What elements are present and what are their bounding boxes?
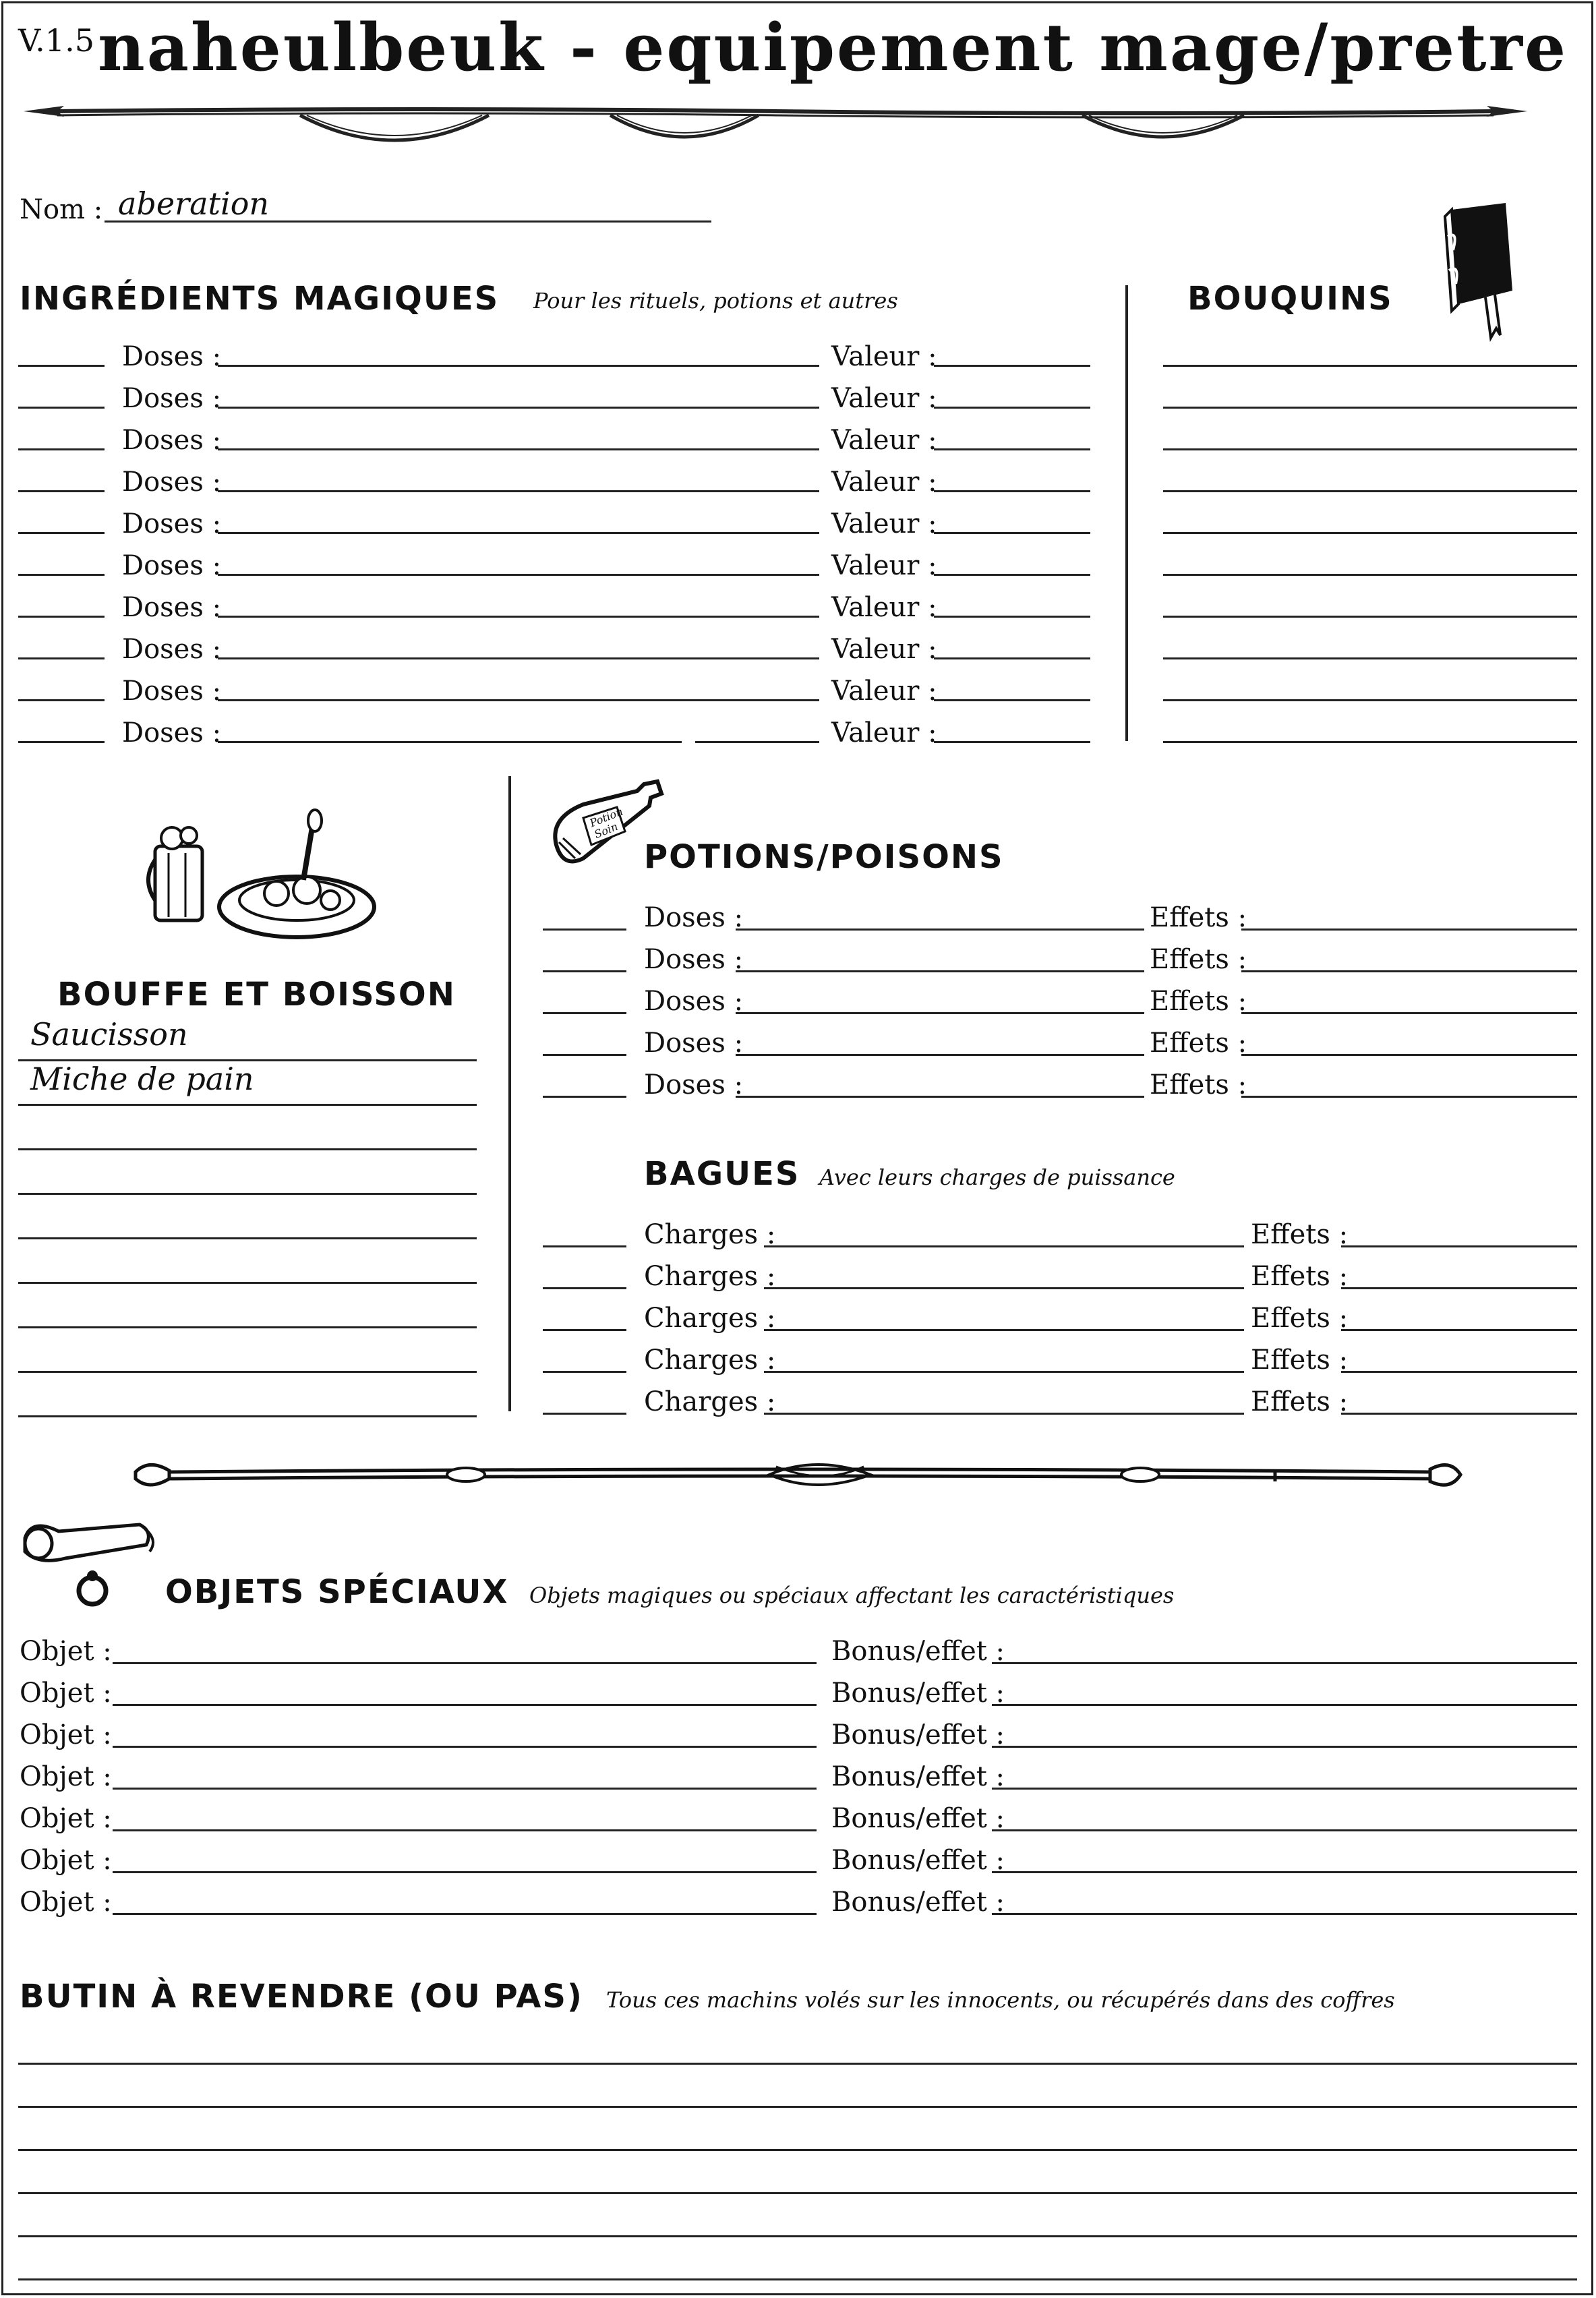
butin-title: BUTIN À REVENDRE (OU PAS) [20,1978,583,2015]
ingredient-value-line[interactable] [934,657,1090,659]
objet-bonus-line[interactable] [992,1746,1577,1748]
bouffe-potions-divider [508,776,511,1411]
bouffe-item-text[interactable]: Miche de pain [30,1061,254,1097]
objet-bonus-label: Bonus/effet : [831,1803,1005,1834]
objet-bonus-label: Bonus/effet : [831,1887,1005,1918]
bague-effect-line[interactable] [1341,1413,1577,1415]
objet-bonus-label: Bonus/effet : [831,1845,1005,1876]
potion-name-line[interactable] [736,970,1144,972]
objet-bonus-line[interactable] [992,1704,1577,1706]
potion-name-line[interactable] [736,1054,1144,1056]
bague-effect-label: Effets : [1251,1345,1349,1376]
objet-name-line[interactable] [113,1913,817,1915]
butin-line[interactable] [18,2278,1577,2280]
potion-name-line[interactable] [736,1096,1144,1098]
potion-effect-label: Effets : [1150,1069,1247,1100]
bagues-title: BAGUES [644,1155,800,1193]
ingredient-value-label: Valeur : [831,592,937,623]
objet-bonus-label: Bonus/effet : [831,1761,1005,1792]
potion-name-line[interactable] [736,929,1144,931]
bague-qty-line[interactable] [543,1329,626,1331]
ingredient-dose-label: Doses : [122,341,222,372]
bague-charge-label: Charges : [644,1219,776,1250]
ingredient-value-line[interactable] [934,741,1090,743]
bague-effect-line[interactable] [1341,1329,1577,1331]
spear-divider-icon [17,91,1534,152]
butin-line[interactable] [18,2192,1577,2194]
bouffe-item-line[interactable] [18,1104,477,1106]
ingredient-dose-label: Doses : [122,592,222,623]
potion-effect-line[interactable] [1241,1012,1577,1014]
ingredient-value-label: Valeur : [831,341,937,372]
ingredient-value-line[interactable] [934,532,1090,534]
bouquin-line[interactable] [1163,741,1577,743]
bague-effect-line[interactable] [1341,1371,1577,1373]
bague-effect-label: Effets : [1251,1219,1349,1250]
name-label: Nom : [20,194,103,225]
ingredient-name-line[interactable] [218,574,819,576]
potion-qty-line[interactable] [543,929,626,931]
ingredient-qty-line[interactable] [18,532,105,534]
scroll-and-ring-icon [18,1511,160,1619]
bague-qty-line[interactable] [543,1287,626,1289]
ingredient-value-line[interactable] [934,490,1090,492]
objet-label: Objet : [20,1887,112,1918]
butin-line[interactable] [18,2063,1577,2065]
book-icon [1438,196,1519,345]
ingredient-name-line[interactable] [695,741,819,743]
bague-name-line[interactable] [764,1413,1244,1415]
potion-qty-line[interactable] [543,1054,626,1056]
bouffe-item-line[interactable] [18,1282,477,1284]
objet-bonus-line[interactable] [992,1662,1577,1664]
potion-effect-label: Effets : [1150,902,1247,933]
ingredient-value-line[interactable] [934,365,1090,367]
objet-bonus-line[interactable] [992,1871,1577,1873]
objet-label: Objet : [20,1803,112,1834]
bague-charge-label: Charges : [644,1345,776,1376]
bague-name-line[interactable] [764,1245,1244,1247]
potion-effect-label: Effets : [1150,986,1247,1017]
ingredient-value-label: Valeur : [831,634,937,665]
objet-label: Objet : [20,1678,112,1709]
ingredient-qty-line[interactable] [18,699,105,701]
ingredient-dose-label: Doses : [122,467,222,498]
potion-effect-label: Effets : [1150,1028,1247,1059]
page-title: naheulbeuk - equipement mage/pretre [98,9,1568,86]
name-underline [105,220,711,223]
ingredient-value-label: Valeur : [831,467,937,498]
objet-bonus-line[interactable] [992,1829,1577,1831]
objet-name-line[interactable] [113,1662,817,1664]
potion-effect-line[interactable] [1241,929,1577,931]
version-label: V.1.5 [18,22,94,59]
objet-name-line[interactable] [113,1829,817,1831]
bouquin-line[interactable] [1163,699,1577,701]
potions-title: POTIONS/POISONS [644,838,1004,876]
bouquin-line[interactable] [1163,657,1577,659]
bague-name-line[interactable] [764,1287,1244,1289]
ingredient-name-line[interactable] [218,741,682,743]
objet-name-line[interactable] [113,1746,817,1748]
objet-bonus-label: Bonus/effet : [831,1719,1005,1750]
equipment-sheet [1,1,1593,2295]
bague-name-line[interactable] [764,1329,1244,1331]
ingredient-value-label: Valeur : [831,425,937,456]
potion-qty-line[interactable] [543,1096,626,1098]
ingredient-value-line[interactable] [934,616,1090,618]
staff-divider-icon [129,1452,1464,1499]
bouquin-line[interactable] [1163,616,1577,618]
bouffe-item-line[interactable] [18,1415,477,1417]
potion-dose-label: Doses : [644,902,744,933]
butin-line[interactable] [18,2235,1577,2237]
objet-bonus-line[interactable] [992,1913,1577,1915]
potion-qty-line[interactable] [543,1012,626,1014]
ingredient-qty-line[interactable] [18,448,105,450]
ingredient-value-line[interactable] [934,448,1090,450]
bouffe-item-line[interactable] [18,1148,477,1150]
ingredient-value-label: Valeur : [831,550,937,581]
bague-charge-label: Charges : [644,1386,776,1417]
ingredient-qty-line[interactable] [18,365,105,367]
objet-label: Objet : [20,1845,112,1876]
ingredient-name-line[interactable] [218,490,819,492]
objet-name-line[interactable] [113,1704,817,1706]
objet-bonus-line[interactable] [992,1788,1577,1790]
bague-effect-line[interactable] [1341,1287,1577,1289]
ingredients-bouquins-divider [1125,285,1128,741]
ingredient-qty-line[interactable] [18,490,105,492]
ingredient-dose-label: Doses : [122,508,222,539]
ingredient-qty-line[interactable] [18,574,105,576]
ingredients-title: INGRÉDIENTS MAGIQUES [20,280,500,318]
ingredient-name-line[interactable] [218,407,819,409]
bague-effect-label: Effets : [1251,1386,1349,1417]
ingredient-dose-label: Doses : [122,634,222,665]
bouquins-title: BOUQUINS [1187,280,1393,318]
bouquin-line[interactable] [1163,407,1577,409]
objets-title: OBJETS SPÉCIAUX [165,1573,509,1611]
bague-qty-line[interactable] [543,1245,626,1247]
ingredient-name-line[interactable] [218,657,819,659]
bouquin-line[interactable] [1163,574,1577,576]
bagues-subtitle: Avec leurs charges de puissance [819,1165,1175,1190]
potion-name-line[interactable] [736,1012,1144,1014]
ingredient-name-line[interactable] [218,365,819,367]
potion-dose-label: Doses : [644,986,744,1017]
objet-label: Objet : [20,1719,112,1750]
potion-effect-label: Effets : [1150,944,1247,975]
ingredient-name-line[interactable] [218,616,819,618]
objet-label: Objet : [20,1636,112,1667]
potion-qty-line[interactable] [543,970,626,972]
bague-qty-line[interactable] [543,1371,626,1373]
ingredient-dose-label: Doses : [122,383,222,414]
ingredient-dose-label: Doses : [122,717,222,748]
butin-line[interactable] [18,2106,1577,2108]
potion-dose-label: Doses : [644,1028,744,1059]
ingredient-value-label: Valeur : [831,508,937,539]
ingredient-value-line[interactable] [934,407,1090,409]
bouffe-item-text[interactable]: Saucisson [30,1016,188,1053]
objet-bonus-label: Bonus/effet : [831,1636,1005,1667]
ingredient-dose-label: Doses : [122,676,222,707]
ingredient-value-line[interactable] [934,574,1090,576]
ingredient-dose-label: Doses : [122,425,222,456]
bague-effect-line[interactable] [1341,1245,1577,1247]
ingredient-qty-line[interactable] [18,741,105,743]
potion-dose-label: Doses : [644,944,744,975]
ingredient-value-line[interactable] [934,699,1090,701]
ingredient-dose-label: Doses : [122,550,222,581]
potion-dose-label: Doses : [644,1069,744,1100]
bouquin-line[interactable] [1163,365,1577,367]
ingredient-name-line[interactable] [218,448,819,450]
potion-bottle-label: Potion Soin [587,804,625,841]
ingredient-qty-line[interactable] [18,616,105,618]
objets-subtitle: Objets magiques ou spéciaux affectant les caractéristiques [529,1583,1175,1608]
potion-effect-line[interactable] [1241,1054,1577,1056]
butin-subtitle: Tous ces machins volés sur les innocents, ou récupérés dans des coffres [606,1987,1395,2013]
bague-charge-label: Charges : [644,1261,776,1292]
butin-line[interactable] [18,2149,1577,2151]
bague-qty-line[interactable] [543,1413,626,1415]
bague-name-line[interactable] [764,1371,1244,1373]
bouquin-line[interactable] [1163,448,1577,450]
bague-charge-label: Charges : [644,1303,776,1334]
bouffe-item-line[interactable] [18,1237,477,1239]
ingredient-value-label: Valeur : [831,717,937,748]
bouquin-line[interactable] [1163,490,1577,492]
bague-effect-label: Effets : [1251,1261,1349,1292]
ingredient-qty-line[interactable] [18,657,105,659]
bouquin-line[interactable] [1163,532,1577,534]
bague-effect-label: Effets : [1251,1303,1349,1334]
ingredient-name-line[interactable] [218,699,819,701]
potion-effect-line[interactable] [1241,1096,1577,1098]
bouffe-item-line[interactable] [18,1193,477,1195]
objet-name-line[interactable] [113,1788,817,1790]
ingredient-qty-line[interactable] [18,407,105,409]
tankard-and-plate-icon [142,806,378,941]
ingredient-value-label: Valeur : [831,676,937,707]
ingredients-subtitle: Pour les rituels, potions et autres [533,288,898,314]
bouffe-item-line[interactable] [18,1326,477,1328]
objet-bonus-label: Bonus/effet : [831,1678,1005,1709]
name-value[interactable]: aberation [118,185,270,222]
potion-effect-line[interactable] [1241,970,1577,972]
ingredient-value-label: Valeur : [831,383,937,414]
objet-label: Objet : [20,1761,112,1792]
bouffe-title: BOUFFE ET BOISSON [57,976,456,1013]
ingredient-name-line[interactable] [218,532,819,534]
objet-name-line[interactable] [113,1871,817,1873]
bouffe-item-line[interactable] [18,1371,477,1373]
